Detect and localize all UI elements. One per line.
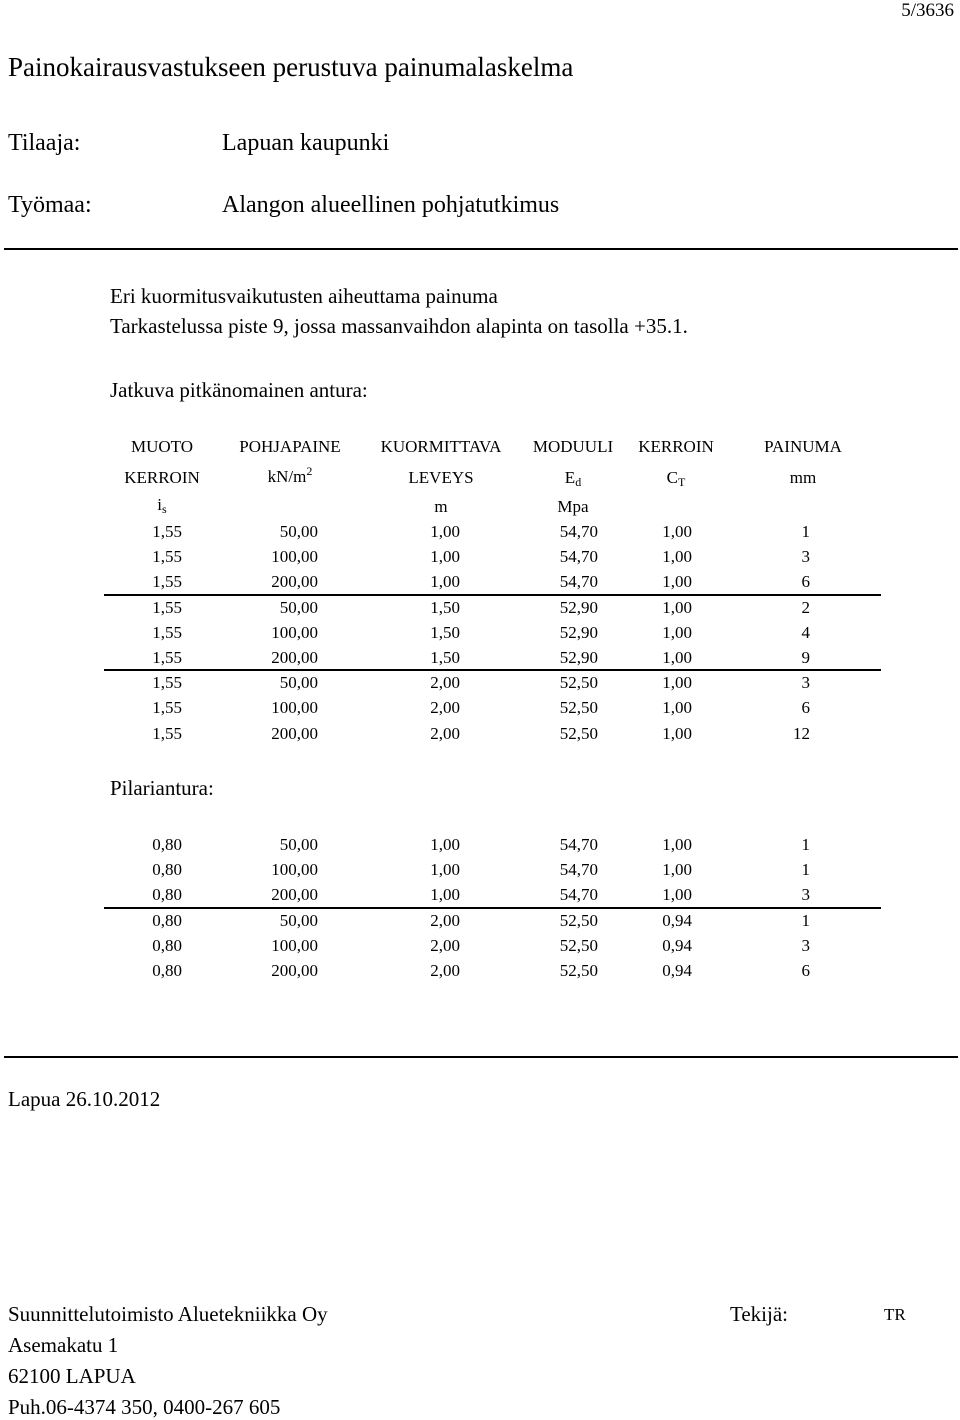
header-mpa: Mpa xyxy=(557,497,589,516)
cell-painuma: 6 xyxy=(801,572,810,592)
footer-phone: Puh.06-4374 350, 0400-267 605 xyxy=(8,1395,281,1419)
date: Lapua 26.10.2012 xyxy=(8,1087,161,1111)
header-ed: $E_d$ xyxy=(564,468,582,489)
cell-pohjapaine: 50,00 xyxy=(279,910,318,930)
client-label: Tilaaja: xyxy=(8,130,81,156)
cell-muoto-kerroin: 0,80 xyxy=(152,961,182,980)
cell-kerroin: 1,00 xyxy=(662,547,692,567)
cell-moduuli: 54,70 xyxy=(559,572,598,592)
cell-leveys: 1,00 xyxy=(430,860,460,880)
cell-muoto-kerroin: 1,55 xyxy=(152,723,182,743)
cell-muoto-kerroin: 0,80 xyxy=(152,885,182,905)
group-separator xyxy=(104,669,881,671)
cell-kerroin: 0,94 xyxy=(662,961,692,980)
header-pohjapaine: POHJAPAINE xyxy=(239,437,341,456)
header-kerroin-is: KERROIN xyxy=(124,468,200,487)
footer-city: 62100 LAPUA xyxy=(8,1364,136,1388)
cell-painuma: 12 xyxy=(793,723,810,743)
cell-leveys: 2,00 xyxy=(430,961,460,980)
site-label: Työmaa: xyxy=(8,192,92,218)
cell-kerroin: 0,94 xyxy=(662,935,692,955)
page-title: Painokairausvastukseen perustuva painumalaskelma xyxy=(8,52,574,82)
cell-muoto-kerroin: 1,55 xyxy=(152,572,182,592)
cell-moduuli: 52,90 xyxy=(559,648,598,667)
cell-muoto-kerroin: 0,80 xyxy=(152,910,182,930)
client-value: Lapuan kaupunki xyxy=(222,130,390,156)
cell-pohjapaine: 100,00 xyxy=(271,622,318,642)
cell-moduuli: 52,50 xyxy=(559,673,598,693)
cell-kerroin: 1,00 xyxy=(662,597,692,617)
cell-muoto-kerroin: 1,55 xyxy=(152,547,182,567)
cell-pohjapaine: 200,00 xyxy=(271,723,318,743)
header-painuma: PAINUMA xyxy=(764,437,842,456)
header-leveys: LEVEYS xyxy=(408,468,474,487)
cell-leveys: 1,50 xyxy=(430,648,460,667)
header-is: $i_s$ xyxy=(157,495,167,516)
cell-moduuli: 54,70 xyxy=(559,885,598,905)
cell-painuma: 1 xyxy=(801,860,810,880)
cell-pohjapaine: 100,00 xyxy=(271,860,318,880)
cell-painuma: 3 xyxy=(801,935,810,955)
group-separator xyxy=(104,907,881,909)
cell-leveys: 2,00 xyxy=(430,698,460,718)
cell-leveys: 2,00 xyxy=(430,723,460,743)
cell-leveys: 1,00 xyxy=(430,885,460,905)
cell-kerroin: 1,00 xyxy=(662,648,692,667)
header-moduuli: MODUULI xyxy=(532,437,614,456)
cell-muoto-kerroin: 1,55 xyxy=(152,597,182,617)
cell-muoto-kerroin: 1,55 xyxy=(152,648,182,667)
intro-line-2: Tarkastelussa piste 9, jossa massanvaihdon alapinta on tasolla +35.1. xyxy=(110,314,688,338)
cell-kerroin: 1,00 xyxy=(662,522,692,541)
cell-pohjapaine: 50,00 xyxy=(279,835,318,854)
cell-kerroin: 1,00 xyxy=(662,835,692,854)
footer-company: Suunnittelutoimisto Aluetekniikka Oy xyxy=(8,1302,328,1326)
header-m: m xyxy=(434,497,448,516)
footer-author: TR xyxy=(884,1305,906,1324)
page-number: 5/3636 xyxy=(901,0,954,21)
divider-bottom xyxy=(4,1056,958,1058)
section2-title: Pilariantura: xyxy=(110,776,214,800)
cell-kerroin: 1,00 xyxy=(662,698,692,718)
cell-leveys: 1,00 xyxy=(430,572,460,592)
cell-painuma: 1 xyxy=(801,522,810,541)
cell-painuma: 1 xyxy=(801,835,810,854)
cell-muoto-kerroin: 1,55 xyxy=(152,622,182,642)
footer-address: Asemakatu 1 xyxy=(8,1333,119,1357)
cell-kerroin: 1,00 xyxy=(662,860,692,880)
cell-pohjapaine: 200,00 xyxy=(271,961,318,980)
cell-muoto-kerroin: 1,55 xyxy=(152,698,182,718)
cell-painuma: 4 xyxy=(801,622,810,642)
cell-kerroin: 1,00 xyxy=(662,572,692,592)
cell-painuma: 9 xyxy=(801,648,810,667)
cell-moduuli: 52,90 xyxy=(559,597,598,617)
cell-moduuli: 54,70 xyxy=(559,860,598,880)
cell-moduuli: 54,70 xyxy=(559,522,598,541)
cell-muoto-kerroin: 0,80 xyxy=(152,935,182,955)
cell-muoto-kerroin: 0,80 xyxy=(152,860,182,880)
divider-top xyxy=(4,248,958,250)
cell-moduuli: 52,50 xyxy=(559,910,598,930)
header-kuormittava: KUORMITTAVA xyxy=(380,437,502,456)
cell-leveys: 2,00 xyxy=(430,673,460,693)
cell-painuma: 2 xyxy=(801,597,810,617)
header-ct: $C_T$ xyxy=(666,468,686,489)
cell-kerroin: 1,00 xyxy=(662,622,692,642)
cell-painuma: 6 xyxy=(801,961,810,980)
header-kerroin: KERROIN xyxy=(638,437,714,456)
cell-kerroin: 1,00 xyxy=(662,723,692,743)
cell-painuma: 1 xyxy=(801,910,810,930)
cell-painuma: 3 xyxy=(801,673,810,693)
cell-kerroin: 1,00 xyxy=(662,673,692,693)
site-value: Alangon alueellinen pohjatutkimus xyxy=(222,192,560,218)
intro-line-1: Eri kuormitusvaikutusten aiheuttama painuma xyxy=(110,284,498,308)
header-unit-kn: $kN/m^2$ xyxy=(267,464,313,486)
cell-kerroin: 0,94 xyxy=(662,910,692,930)
cell-pohjapaine: 200,00 xyxy=(271,572,318,592)
cell-leveys: 1,00 xyxy=(430,522,460,541)
cell-moduuli: 52,50 xyxy=(559,723,598,743)
cell-pohjapaine: 50,00 xyxy=(279,522,318,541)
cell-moduuli: 54,70 xyxy=(559,835,598,854)
cell-pohjapaine: 50,00 xyxy=(279,673,318,693)
cell-leveys: 1,50 xyxy=(430,597,460,617)
cell-painuma: 3 xyxy=(801,547,810,567)
cell-leveys: 1,00 xyxy=(430,547,460,567)
cell-leveys: 1,50 xyxy=(430,622,460,642)
cell-pohjapaine: 50,00 xyxy=(279,597,318,617)
cell-pohjapaine: 100,00 xyxy=(271,698,318,718)
cell-kerroin: 1,00 xyxy=(662,885,692,905)
header-muoto: MUOTO xyxy=(130,437,194,456)
cell-moduuli: 52,50 xyxy=(559,961,598,980)
cell-pohjapaine: 200,00 xyxy=(271,885,318,905)
cell-muoto-kerroin: 0,80 xyxy=(152,835,182,854)
cell-moduuli: 54,70 xyxy=(559,547,598,567)
cell-painuma: 3 xyxy=(801,885,810,905)
cell-leveys: 2,00 xyxy=(430,910,460,930)
footer-author-label: Tekijä: xyxy=(730,1302,789,1326)
section1-title: Jatkuva pitkänomainen antura: xyxy=(110,378,368,402)
cell-leveys: 2,00 xyxy=(430,935,460,955)
cell-moduuli: 52,50 xyxy=(559,698,598,718)
cell-painuma: 6 xyxy=(801,698,810,718)
cell-moduuli: 52,50 xyxy=(559,935,598,955)
header-mm: mm xyxy=(789,468,817,487)
cell-pohjapaine: 200,00 xyxy=(271,648,318,667)
cell-leveys: 1,00 xyxy=(430,835,460,854)
cell-muoto-kerroin: 1,55 xyxy=(152,673,182,693)
cell-pohjapaine: 100,00 xyxy=(271,547,318,567)
cell-pohjapaine: 100,00 xyxy=(271,935,318,955)
cell-muoto-kerroin: 1,55 xyxy=(152,522,182,541)
cell-moduuli: 52,90 xyxy=(559,622,598,642)
group-separator xyxy=(104,594,881,596)
